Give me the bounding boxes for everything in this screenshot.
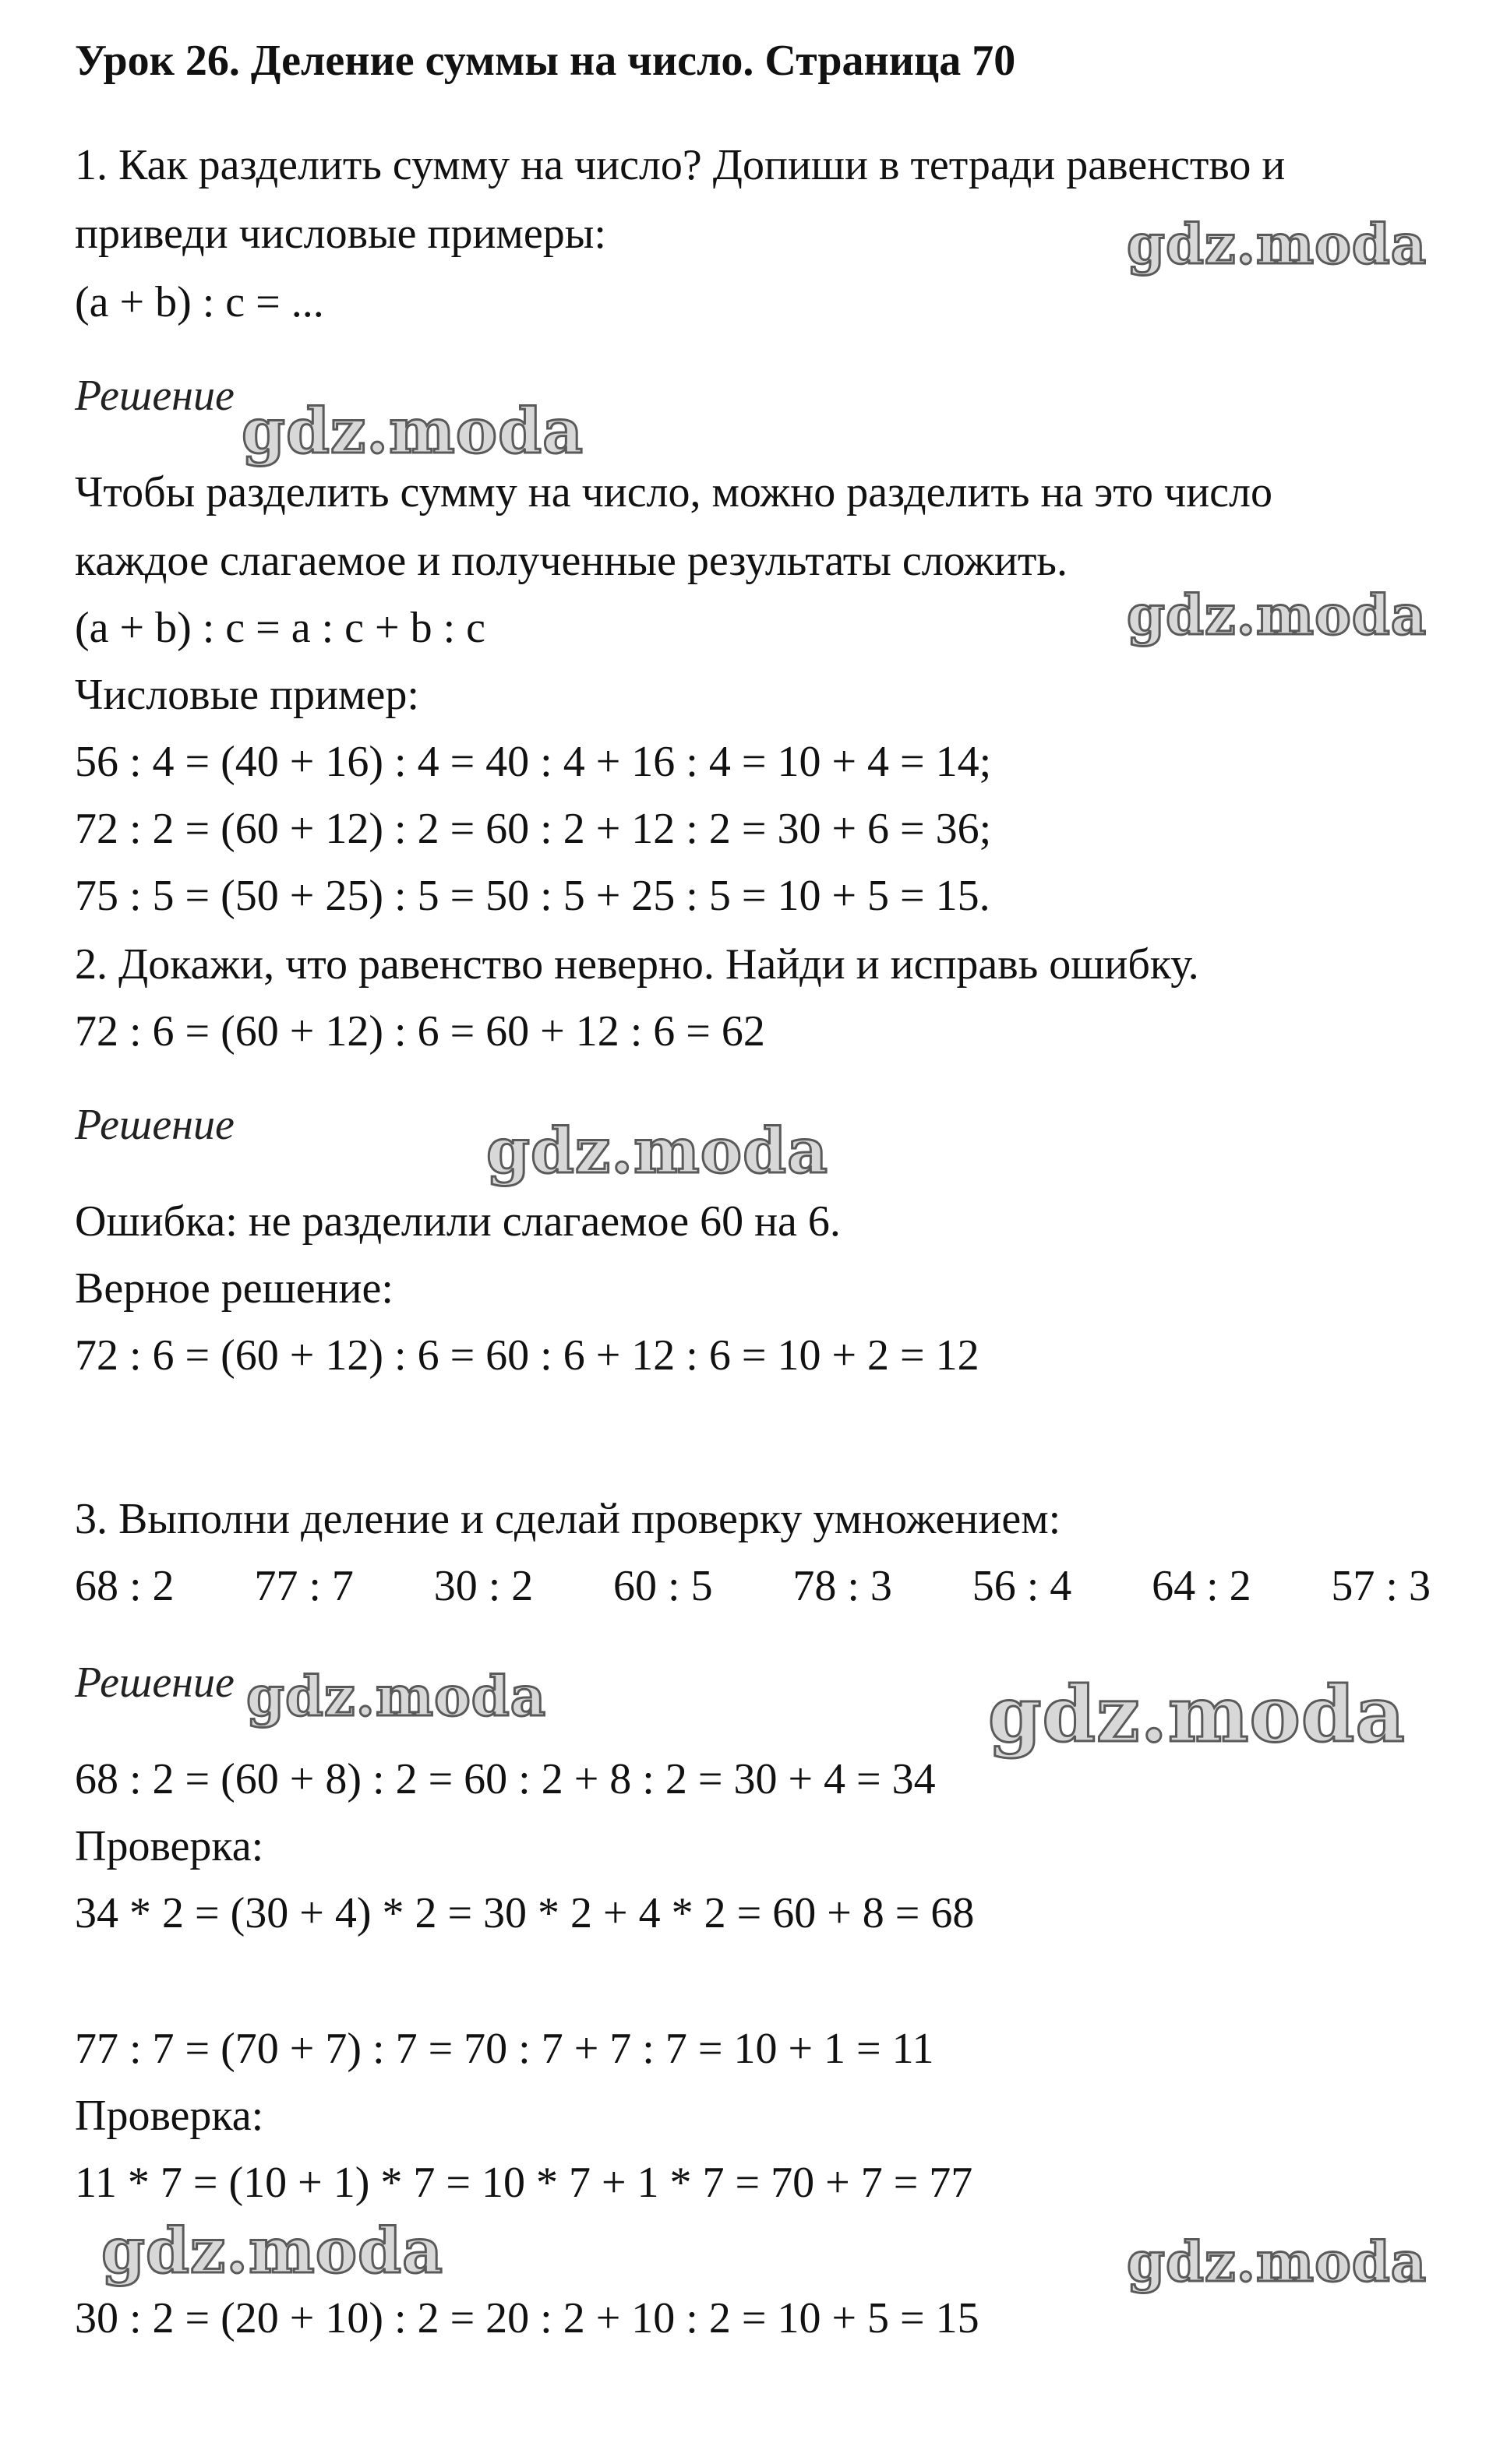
task2-error-text: Ошибка: не разделили слагаемое 60 на 6.: [75, 1197, 841, 1246]
task3-example: 64 : 2: [1152, 1562, 1251, 1610]
watermark-logo: gdz.moda: [1127, 212, 1428, 277]
task1-text-line1: 1. Как разделить сумму на число? Допиши в тетради равенство и: [75, 141, 1286, 189]
watermark-logo: gdz.moda: [486, 1114, 828, 1187]
task2-text-line1: 2. Докажи, что равенство неверно. Найди и исправь ошибку.: [75, 940, 1199, 989]
task3-examples-row: [75, 1561, 1431, 1611]
task1-solution-line1: Чтобы разделить сумму на число, можно разделить на это число: [75, 468, 1272, 516]
watermark-logo: gdz.moda: [242, 394, 584, 467]
watermark-logo: gdz.moda: [101, 2214, 443, 2287]
task3-solution-2: 77 : 7 = (70 + 7) : 7 = 70 : 7 + 7 : 7 = 10 + 1 = 11: [75, 2025, 934, 2073]
task3-text-line1: 3. Выполни деление и сделай проверку умножением:: [75, 1495, 1061, 1543]
task1-text-line2: приведи числовые примеры:: [75, 210, 606, 258]
task1-example-2: 72 : 2 = (60 + 12) : 2 = 60 : 2 + 12 : 2 = 30 + 6 = 36;: [75, 805, 992, 853]
task1-example-1: 56 : 4 = (40 + 16) : 4 = 40 : 4 + 16 : 4 = 10 + 4 = 14;: [75, 738, 992, 786]
task2-solution-label: Решение: [75, 1101, 235, 1149]
task3-example: 68 : 2: [75, 1562, 175, 1610]
task3-example: 56 : 4: [972, 1562, 1072, 1610]
task2-wrong-equation: 72 : 6 = (60 + 12) : 6 = 60 + 12 : 6 = 62: [75, 1007, 765, 1056]
page-title: Урок 26. Деление суммы на число. Страница 70: [75, 37, 1016, 85]
task3-solution-3: 30 : 2 = (20 + 10) : 2 = 20 : 2 + 10 : 2 = 10 + 5 = 15: [75, 2294, 979, 2342]
task1-formula: (a + b) : c = ...: [75, 278, 324, 326]
watermark-logo: gdz.moda: [1127, 2230, 1428, 2294]
watermark-logo: gdz.moda: [1127, 583, 1428, 647]
task1-example-3: 75 : 5 = (50 + 25) : 5 = 50 : 5 + 25 : 5 = 10 + 5 = 15.: [75, 872, 990, 920]
task3-check-1: 34 * 2 = (30 + 4) * 2 = 30 * 2 + 4 * 2 = 60 + 8 = 68: [75, 1889, 975, 1937]
task3-example: 77 : 7: [254, 1562, 354, 1610]
task3-example: 57 : 3: [1331, 1562, 1431, 1610]
watermark-logo: gdz.moda: [246, 1664, 547, 1729]
task3-example: 30 : 2: [433, 1562, 534, 1610]
task3-example: 78 : 3: [792, 1562, 892, 1610]
task2-correct-equation: 72 : 6 = (60 + 12) : 6 = 60 : 6 + 12 : 6 = 10 + 2 = 12: [75, 1331, 979, 1380]
task3-check-label-2: Проверка:: [75, 2092, 264, 2140]
task3-solution-1: 68 : 2 = (60 + 8) : 2 = 60 : 2 + 8 : 2 = 30 + 4 = 34: [75, 1755, 936, 1803]
task3-solution-label: Решение: [75, 1659, 235, 1707]
task2-correct-label: Верное решение:: [75, 1264, 394, 1313]
task3-check-2: 11 * 7 = (10 + 1) * 7 = 10 * 7 + 1 * 7 = 70 + 7 = 77: [75, 2159, 973, 2207]
watermark-logo: gdz.moda: [988, 1670, 1406, 1760]
task1-examples-label: Числовые пример:: [75, 671, 419, 719]
task3-check-label-1: Проверка:: [75, 1822, 264, 1870]
task3-example: 60 : 5: [613, 1562, 713, 1610]
task1-solution-label: Решение: [75, 372, 235, 420]
task1-solution-line2: каждое слагаемое и полученные результаты сложить.: [75, 537, 1068, 585]
task1-solution-formula: (a + b) : c = a : c + b : c: [75, 604, 485, 652]
